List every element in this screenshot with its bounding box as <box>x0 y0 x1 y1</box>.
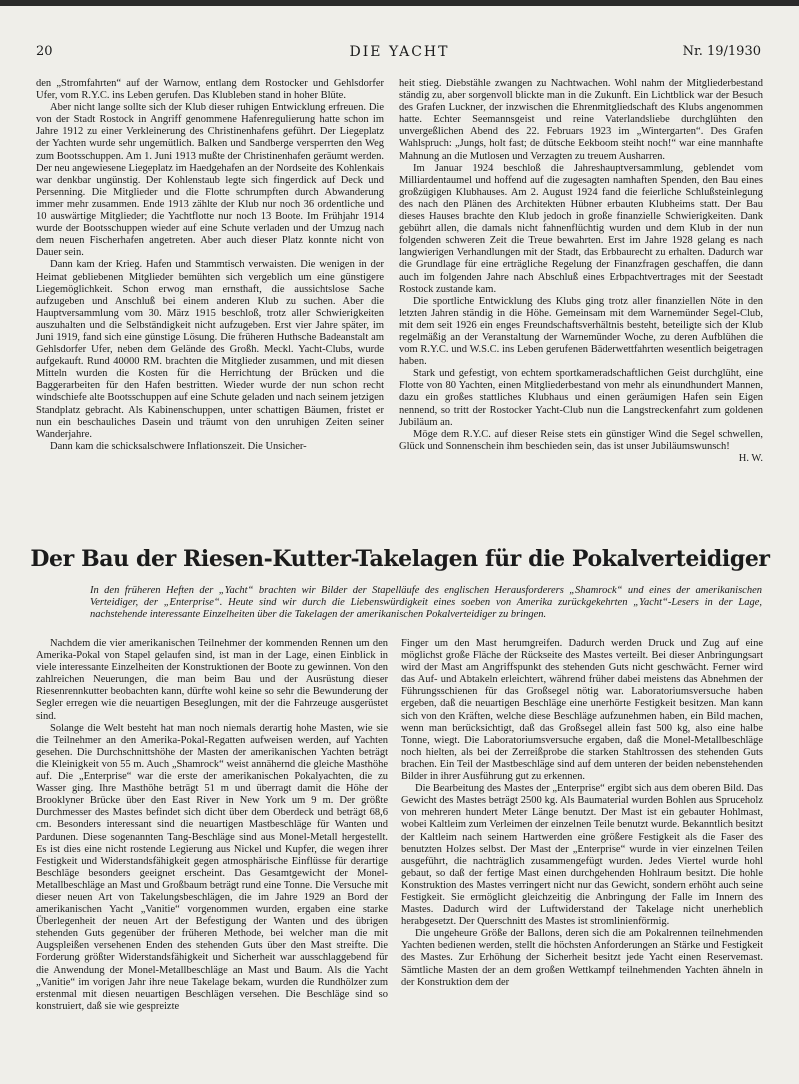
paragraph: Die Bearbeitung des Mastes der „Enterprise“ ergibt sich aus dem oberen Bild. Das Gewicht des Mastes beträgt 2500 kg. Als Baumaterial wurden Bohlen aus Spruceholz von mehreren hundert Meter Länge benutzt. Der Mast ist ein gebauter Hohlmast, wobei Kaltleim zum Verleimen der einzelnen Teile benutzt wurde. Bekanntlich besitzt der Kaltleim nach seinem Hartwerden eine größere Festigkeit als die Faser des benutzten Holzes selbst. Der Mast der „Enterprise“ wurde in vier einzelnen Teilen ausgeführt, die nachträglich zusammengefügt wurden. Jedes Viertel wurde hohl gebaut, so daß der fertige Mast einen durchgehenden Hohlraum besitzt. Die hohle Konstruktion des Mastes verringert nicht nur das Gewicht, sondern erhöht auch seine Festigkeit. Sie ermöglicht gleichzeitig die Anbringung der Falle im Innern des Mastes. Dadurch wird der Luftwiderstand der Takelage nicht unerheblich herabgesetzt. Der Querschnitt des Mastes ist stromlinienförmig. <box>401 783 763 928</box>
article-headline: Der Bau der Riesen-Kutter-Takelagen für die Pokalverteidiger <box>30 546 770 572</box>
top-border <box>0 0 799 6</box>
issue-number: Nr. 19/1930 <box>682 44 761 59</box>
intro-text: In den früheren Heften der „Yacht“ brachten wir Bilder der Stapelläufe des englischen Herausforderers „Shamrock“ und eines der amerikanischen Verteidiger, der „Enterprise“. Heute sind wir durch die Liebenswürdigkeit eines soeben von Amerika zurückgekehrten „Yacht“-Lesers in der Lage, nachstehende interessante Einzelheiten über die Takelagen der amerikanischen Pokalverteidiger zu bringen. <box>90 585 762 620</box>
paragraph: Im Januar 1924 beschloß die Jahreshauptversammlung, geblendet vom Milliardentaumel und hoffend auf die zugesagten namhaften Spenden, den Bau eines großzügigen Klubhauses. Am 2. August 1924 fand die feierliche Schlußsteinlegung des nach den Plänen des Architekten Hübner erbauten Klubheims statt. Der Bau dieses Hauses brachte den Klub jedoch in große finanzielle Schwierigkeiten. Dank gebührt allen, die damals nicht fahnenflüchtig wurden und dem Klub in der nun folgenden schweren Zeit die Treue bewahrten. Erst im Jahre 1928 gelang es nach langwierigen Verhandlungen mit der Stadt, das Erbbaurecht zu erhalten. Dadurch war die Grundlage für eine erträgliche Regelung der Finanzfragen geschaffen, die dann auch im folgenden Jahre nach Abschluß eines Erbpachtvertrages mit der Seestadt Rostock zustande kam. <box>399 162 763 295</box>
paragraph: Die sportliche Entwicklung des Klubs ging trotz aller finanziellen Nöte in den letzten Jahren ständig in die Höhe. Gemeinsam mit dem Warnemünder Segel-Club, mit dem seit 1926 ein enges Freundschaftsverhältnis besteht, beteiligte sich der Klub regelmäßig an der Veranstaltung der Warnemünder Woche, zu deren Aufblühen die vom R.Y.C. und W.S.C. ins Leben gerufenen Bäderwettfahrten wesentlich beigetragen haben. <box>399 295 763 368</box>
paragraph: Aber nicht lange sollte sich der Klub dieser ruhigen Entwicklung erfreuen. Die von der Stadt Rostock in Angriff genommene Hafenregulierung hatte schon im Jahre 1912 zu einer Verkleinerung des Christinenhafens geführt. Der Liegeplatz der Yachten wurde sehr ungemütlich. Balken und Sandberge versperrten den Weg zum Bootsschuppen. Am 1. Juni 1913 mußte der Christinenhafen geräumt werden. Der neu angewiesene Liegeplatz im Haedgehafen an der Nordseite des Kohlenkais war denkbar ungünstig. Der Kohlenstaub legte sich fingerdick auf Deck und Persenning. Die Mitglieder und die Flotte schrumpften durch Abwanderung immer mehr zusammen. Ende 1913 zählte der Klub nur noch 36 ordentliche und 10 auswärtige Mitglieder; die Yachtflotte nur noch 13 Boote. Im Frühjahr 1914 wurde der Bootsschuppen wieder auf eine Schute verladen und der Umzug nach dem neuen Fischerhafen angetreten. Aber auch dieser Platz konnte nicht von Dauer sein. <box>36 102 384 259</box>
paragraph: Finger um den Mast herumgreifen. Dadurch werden Druck und Zug auf eine möglichst große Fläche der Rückseite des Mastes verteilt. Bei dieser Anbringungsart wird der Mast am Angriffspunkt des stehenden Guts nicht geschwächt. Ferner wird das Auf- und Abtakeln erleichtert, während früher dabei meistens das Abnehmen der Führungsschienen für das Großsegel nötig war. Laboratoriumsversuche haben ergeben, daß die neuartigen Beschläge eine unerhörte Festigkeit besitzen. Man kann sich von den Kräften, welche diese Beschläge aufzunehmen haben, ein Bild machen, wenn man berücksichtigt, daß das Großsegel allein fast 500 kg, also eine halbe Tonne, wiegt. Die Laboratoriumsversuche ergaben, daß die Monel-Metallbeschläge noch hielten, als bei der Zerreißprobe die starken Stahltrossen des stehenden Guts brachen. Ein Teil der Mastbeschläge sind auf dem unteren der beiden nebenstehenden Bilder in ihrer Ausführung gut zu erkennen. <box>401 638 763 783</box>
paragraph: Möge dem R.Y.C. auf dieser Reise stets ein günstiger Wind die Segel schwellen, Glück und Sonnenschein ihm beschieden sein, das ist unser Jubiläumswunsch! <box>399 428 763 452</box>
paragraph: Stark und gefestigt, von echtem sportkameradschaftlichen Geist durchglüht, eine Flotte von 80 Yachten, einen Mitgliederbestand von mehr als einundhundert Mannen, dazu ein großes stattliches Klubhaus und einen geräumigen Hafen sein Eigen nennend, so tritt der Rostocker Yacht-Club nun die Langstreckenfahrt zum goldenen Jubiläum an. <box>399 368 763 428</box>
article-column-left <box>36 638 388 1078</box>
article-intro <box>90 585 762 621</box>
paragraph: Die ungeheure Größe der Ballons, deren sich die am Pokalrennen teilnehmenden Yachten bedienen werden, stellt die höchsten Anforderungen an Stärke und Festigkeit des Mastes. Zur Erhöhung der Sicherheit besitzt jede Yacht einen Reservemast. Sämtliche Masten der an dem großen Wettkampf teilnehmenden Yachten ähneln in der Konstruktion dem der <box>401 928 763 988</box>
club-history-column-right <box>399 78 763 528</box>
signature-line <box>399 453 763 465</box>
paragraph: Dann kam der Krieg. Hafen und Stammtisch verwaisten. Die wenigen in der Heimat gebliebenen Mitglieder bemühten sich vergeblich um eine günstigere Liegemöglichkeit. Schon erwog man ernsthaft, die aussichtslose Sache aufzugeben und Anschluß bei einem anderen Klub zu suchen. Aber die Hauptversammlung vom 30. März 1915 beschloß, trotz aller Schwierigkeiten auszuhalten und die Selbständigkeit nicht aufzugeben. Erst vier Jahre später, im Juni 1919, fand sich eine günstige Lösung. Die früheren Huthsche Badeanstalt am Gehlsdorfer Ufer, neben dem Gelände des Großh. Meckl. Yacht-Clubs, wurde aufgekauft. Rund 40000 RM. brachten die Mitglieder zusammen, und mit diesen Mitteln wurden die Kosten für die Herrichtung der Brücken und die Baggerarbeiten für den Hafen bestritten. Wieder wurde der nun schon recht windschiefe alte Bootsschuppen auf eine Schute geladen und nach seinem jetzigen Standplatz gebracht. Als Kabinenschuppen, unter schattigen Bäumen, fristet er nun ein beschauliches Dasein und träumt von den unruhigen Zeiten seiner Wanderjahre. <box>36 259 384 440</box>
paragraph: Nachdem die vier amerikanischen Teilnehmer der kommenden Rennen um den Amerika-Pokal von Stapel gelaufen sind, ist man in der Lage, einen Einblick in viele interessante Einzelheiten der Konstruktionen der Boote zu gewinnen. Von den zahlreichen Neuerungen, die man beim Bau und der Ausrüstung dieser Riesenrennkutter beobachten kann, dürfte wohl keine so sehr die Bewunderung der Segler erregen wie die neuartigen Beseglungen, mit der die Fahrzeuge ausgerüstet sind. <box>36 638 388 722</box>
journal-title: DIE YACHT <box>349 44 450 60</box>
paragraph: den „Stromfahrten“ auf der Warnow, entlang dem Rostocker und Gehlsdorfer Ufer, vom R.Y.C. ins Leben gerufen. Das Klubleben stand in hoher Blüte. <box>36 78 384 102</box>
paragraph: heit stieg. Diebstähle zwangen zu Nachtwachen. Wohl nahm der Mitgliederbestand ständig zu, aber sorgenvoll blickte man in die Zukunft. Ein Lichtblick war der Besuch des Grafen Luckner, der inzwischen die Ehrenmitgliedschaft des Klubs angenommen hatte. Echter Seemannsgeist und reine Vaterlandsliebe durchglühten den unvergeßlichen Abend des 22. Februars 1923 im „Wintergarten“. Des Grafen Wahlspruch: „Jungs, holt fast; de dütsche Eekboom steiht noch!“ war eine mannhafte Mahnung an die Mutlosen und Verzagten zu treuem Ausharren. <box>399 78 763 162</box>
article-column-right <box>401 638 763 1078</box>
paragraph: Solange die Welt besteht hat man noch niemals derartig hohe Masten, wie sie die Teilnehmer an den Amerika-Pokal-Regatten aufweisen werden, auf Yachten gesehen. Die Durchschnittshöhe der Masten der amerikanischen Yachten beträgt die Kleinigkeit von 55 m. Auch „Shamrock“ weist annähernd die gleiche Masthöhe auf. Die „Enterprise“ war die erste der amerikanischen Pokalyachten, die zu Wasser ging. Ihre Masthöhe beträgt 51 m und überragt damit die Höhe der Brooklyner Brücke über den East River in New York um 9 m. Der größte Durchmesser des Mastes befindet sich dicht über dem Oberdeck und beträgt 68,6 cm. Besonders interessant sind die neuartigen Mastbeschläge für Wanten und Pardunen. Diese sogenannten Tang-Beschläge sind aus Monel-Metall hergestellt. Es ist dies eine nicht rostende Legierung aus Nickel und Kupfer, die wegen ihrer Festigkeit und Widerstandsfähigkeit gegen atmosphärische Einflüsse für derartige Beschläge besonders geeignet erscheint. Das Gesamtgewicht der Monel-Metallbeschläge an Mast und Großbaum beträgt rund eine Tonne. Die Versuche mit dieser neuen Art von Takelungsbeschlägen, die im Jahre 1929 an Bord der amerikanischen Yacht „Vanitie“ vorgenommen wurden, ergaben eine starke Überlegenheit der neuen Art der Befestigung der Wanten und des übrigen stehenden Guts gegenüber der früheren Methode, bei welcher man die mit Augspleißen versehenen Enden des stehenden Guts über den Mast streifte. Die Forderung größter Widerstandsfähigkeit und Sicherheit war ausschlaggebend für die Anwendung der Monel-Metallbeschläge an Mast und Baum. Als die Yacht „Vanitie“ im vorigen Jahr ihre neue Takelage bekam, wurden die Rundhölzer zum erstenmal mit diesen neuartigen Beschlägen versehen. Die Beschläge sind so konstruiert, daß sie wie gespreizte <box>36 722 388 1012</box>
club-history-column-left <box>36 78 384 528</box>
author-signature: H. W. <box>738 452 763 464</box>
paragraph: Dann kam die schicksalschwere Inflationszeit. Die Unsicher- <box>50 440 307 452</box>
page-number: 20 <box>36 44 53 59</box>
